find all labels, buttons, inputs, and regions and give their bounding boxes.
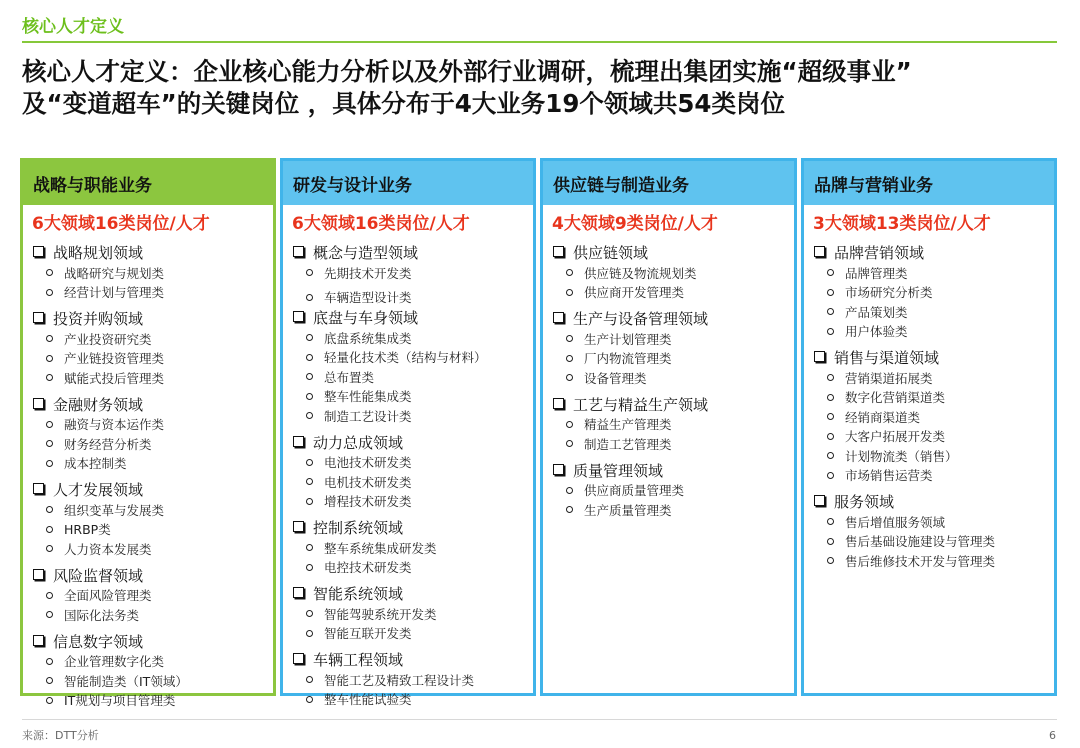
role-name: 战略研究与规划类 (64, 265, 165, 281)
checkbox-bullet-icon (293, 653, 304, 664)
domain-name: 品牌营销领域 (834, 244, 925, 262)
circle-bullet-icon (46, 658, 53, 665)
role-name: 赋能式投后管理类 (64, 370, 165, 386)
role-item (814, 446, 1054, 466)
role-item (293, 406, 533, 426)
role-name: IT规划与项目管理类 (64, 693, 176, 709)
domain-group (33, 394, 273, 474)
role-name: 供应商开发管理类 (584, 285, 685, 301)
circle-bullet-icon (827, 538, 834, 545)
role-item (553, 434, 794, 454)
role-item (814, 322, 1054, 342)
headline-line-1: 核心人才定义：企业核心能力分析以及外部行业调研，梳理出集团实施“超级事业” (22, 57, 912, 86)
checkbox-bullet-icon (33, 635, 44, 646)
circle-bullet-icon (566, 506, 573, 513)
role-item (33, 454, 273, 474)
role-name: 电机技术研发类 (324, 474, 412, 490)
checkbox-bullet-icon (293, 587, 304, 598)
role-name: 人力资本发展类 (64, 541, 152, 557)
domain-name: 工艺与精益生产领域 (573, 395, 709, 414)
role-name: 设备管理类 (584, 370, 647, 386)
business-column (801, 158, 1057, 696)
circle-bullet-icon (46, 289, 53, 296)
circle-bullet-icon (306, 478, 313, 485)
role-item (814, 407, 1054, 427)
domain-heading (33, 565, 273, 586)
circle-bullet-icon (46, 335, 53, 342)
business-column (20, 158, 276, 709)
circle-bullet-icon (827, 452, 834, 459)
circle-bullet-icon (46, 440, 53, 447)
role-item (814, 551, 1054, 571)
circle-bullet-icon (827, 269, 834, 276)
column-title: 战略与职能业务 (23, 161, 273, 205)
role-item (293, 288, 533, 308)
circle-bullet-icon (566, 269, 573, 276)
role-item (33, 520, 273, 540)
domain-name: 投资并购领域 (53, 310, 144, 328)
role-item (814, 466, 1054, 486)
circle-bullet-icon (566, 440, 573, 447)
circle-bullet-icon (827, 394, 834, 401)
role-name: 成本控制类 (64, 456, 127, 472)
circle-bullet-icon (566, 487, 573, 494)
role-name: 总布置类 (324, 369, 375, 385)
domain-name: 供应链领域 (573, 244, 649, 262)
circle-bullet-icon (306, 696, 313, 703)
role-item (553, 263, 794, 283)
role-item (814, 532, 1054, 552)
role-name: 市场研究分析类 (845, 285, 933, 301)
circle-bullet-icon (46, 374, 53, 381)
domain-name: 生产与设备管理领域 (573, 310, 709, 328)
page-number: 6 (1049, 729, 1056, 742)
circle-bullet-icon (827, 308, 834, 315)
role-name: 整车性能试验类 (324, 692, 412, 708)
domain-group (293, 649, 533, 709)
column-title: 品牌与营销业务 (804, 161, 1054, 205)
domain-group (33, 631, 273, 711)
circle-bullet-icon (827, 328, 834, 335)
role-item (814, 427, 1054, 447)
role-name: 大客户拓展开发类 (845, 429, 946, 445)
domain-heading (33, 631, 273, 652)
circle-bullet-icon (306, 610, 313, 617)
role-name: 先期技术开发类 (324, 265, 412, 281)
checkbox-bullet-icon (553, 246, 564, 257)
role-name: 智能工艺及精致工程设计类 (324, 672, 475, 688)
role-name: 智能制造类（IT领域） (64, 673, 188, 689)
headline (22, 56, 1062, 120)
role-item (293, 472, 533, 492)
circle-bullet-icon (827, 472, 834, 479)
circle-bullet-icon (306, 334, 313, 341)
domain-name: 战略规划领域 (53, 244, 144, 262)
circle-bullet-icon (306, 544, 313, 551)
column-title: 研发与设计业务 (283, 161, 533, 205)
column-body (543, 242, 794, 520)
role-name: 融资与资本运作类 (64, 417, 165, 433)
domain-heading (553, 308, 794, 329)
role-name: 售后维修技术开发与管理类 (845, 553, 996, 569)
domain-heading (814, 242, 1054, 263)
role-name: 制造工艺管理类 (584, 436, 672, 452)
role-item (293, 492, 533, 512)
column-summary: 6大领域16类岗位/人才 (32, 214, 210, 234)
role-item (814, 263, 1054, 283)
column-summary: 4大领域9类岗位/人才 (552, 214, 718, 234)
checkbox-bullet-icon (33, 569, 44, 580)
role-item (293, 558, 533, 578)
circle-bullet-icon (46, 697, 53, 704)
domain-heading (293, 583, 533, 604)
domain-name: 风险监督领域 (53, 566, 144, 585)
role-name: 智能驾驶系统开发类 (324, 606, 437, 622)
domain-heading (553, 242, 794, 263)
circle-bullet-icon (306, 630, 313, 637)
circle-bullet-icon (827, 289, 834, 296)
checkbox-bullet-icon (814, 246, 825, 257)
role-name: 制造工艺设计类 (324, 408, 412, 424)
circle-bullet-icon (827, 433, 834, 440)
role-name: 轻量化技术类（结构与材料） (324, 350, 487, 366)
column-title: 供应链与制造业务 (543, 161, 794, 205)
domain-heading (33, 308, 273, 329)
domain-name: 金融财务领域 (53, 395, 144, 414)
domain-name: 车辆工程领域 (313, 651, 404, 669)
column-summary: 6大领域16类岗位/人才 (292, 214, 470, 234)
column-body (23, 242, 273, 710)
role-name: 供应链及物流规划类 (584, 265, 697, 281)
role-item (293, 690, 533, 710)
checkbox-bullet-icon (33, 246, 44, 257)
circle-bullet-icon (827, 518, 834, 525)
role-name: 经销商渠道类 (845, 409, 921, 425)
domain-group (293, 583, 533, 643)
role-name: 品牌管理类 (845, 265, 908, 281)
role-item (33, 500, 273, 520)
role-name: 数字化营销渠道类 (845, 390, 946, 406)
role-name: 厂内物流管理类 (584, 351, 672, 367)
checkbox-bullet-icon (33, 312, 44, 323)
domain-group (33, 308, 273, 388)
role-name: 供应商质量管理类 (584, 483, 685, 499)
domain-heading (293, 242, 533, 263)
domain-name: 销售与渠道领域 (834, 349, 940, 367)
circle-bullet-icon (306, 564, 313, 571)
domain-name: 智能系统领域 (313, 585, 404, 603)
role-name: 企业管理数字化类 (64, 654, 165, 670)
domain-group (293, 517, 533, 577)
role-item (814, 302, 1054, 322)
role-item (293, 263, 533, 283)
column-body (804, 242, 1054, 571)
role-item (814, 368, 1054, 388)
role-item (33, 349, 273, 369)
top-divider (22, 41, 1057, 43)
role-item (33, 652, 273, 672)
role-name: 市场销售运营类 (845, 468, 933, 484)
role-item (33, 263, 273, 283)
role-name: 营销渠道拓展类 (845, 370, 933, 386)
role-item (293, 348, 533, 368)
source-note: 来源：DTT分析 (22, 729, 99, 742)
role-name: 整车性能集成类 (324, 389, 412, 405)
checkbox-bullet-icon (33, 398, 44, 409)
role-name: 电控技术研发类 (324, 560, 412, 576)
role-item (553, 349, 794, 369)
checkbox-bullet-icon (553, 464, 564, 475)
business-column (280, 158, 536, 708)
domain-heading (293, 432, 533, 453)
role-name: 财务经营分析类 (64, 436, 152, 452)
circle-bullet-icon (46, 421, 53, 428)
role-item (553, 481, 794, 501)
role-name: 生产质量管理类 (584, 502, 672, 518)
role-item (553, 415, 794, 435)
domain-group (553, 308, 794, 388)
role-name: 组织变革与发展类 (64, 502, 165, 518)
circle-bullet-icon (827, 413, 834, 420)
role-name: 精益生产管理类 (584, 417, 672, 433)
domain-group (553, 460, 794, 520)
domain-heading (553, 394, 794, 415)
domain-name: 服务领域 (834, 493, 895, 511)
role-name: 计划物流类（销售） (845, 448, 958, 464)
checkbox-bullet-icon (293, 311, 304, 322)
circle-bullet-icon (46, 592, 53, 599)
circle-bullet-icon (46, 611, 53, 618)
domain-name: 控制系统领域 (313, 519, 404, 537)
role-name: 车辆造型设计类 (324, 290, 412, 306)
domain-name: 底盘与车身领域 (313, 309, 419, 327)
domain-group (814, 347, 1054, 485)
circle-bullet-icon (46, 677, 53, 684)
domain-group (33, 565, 273, 625)
role-name: 经营计划与管理类 (64, 285, 165, 301)
role-item (33, 691, 273, 711)
domain-heading (293, 649, 533, 670)
checkbox-bullet-icon (814, 495, 825, 506)
role-name: 生产计划管理类 (584, 331, 672, 347)
checkbox-bullet-icon (293, 521, 304, 532)
domain-name: 动力总成领域 (313, 433, 404, 452)
role-item (553, 329, 794, 349)
role-item (553, 283, 794, 303)
role-item (293, 367, 533, 387)
role-item (553, 500, 794, 520)
circle-bullet-icon (306, 459, 313, 466)
checkbox-bullet-icon (553, 398, 564, 409)
role-item (814, 512, 1054, 532)
role-name: 全面风险管理类 (64, 588, 152, 604)
circle-bullet-icon (566, 355, 573, 362)
role-name: 智能互联开发类 (324, 626, 412, 642)
role-name: 底盘系统集成类 (324, 330, 412, 346)
domain-name: 人才发展领域 (53, 481, 144, 499)
circle-bullet-icon (306, 294, 313, 301)
role-name: 整车系统集成研发类 (324, 540, 437, 556)
circle-bullet-icon (566, 335, 573, 342)
circle-bullet-icon (306, 498, 313, 505)
domain-heading (33, 479, 273, 500)
circle-bullet-icon (827, 374, 834, 381)
role-item (293, 604, 533, 624)
circle-bullet-icon (566, 289, 573, 296)
role-item (814, 388, 1054, 408)
role-item (33, 415, 273, 435)
role-item (293, 624, 533, 644)
role-name: 产品策划类 (845, 304, 908, 320)
circle-bullet-icon (46, 545, 53, 552)
domain-name: 质量管理领域 (573, 461, 664, 480)
bottom-divider (22, 719, 1057, 720)
circle-bullet-icon (46, 269, 53, 276)
circle-bullet-icon (46, 355, 53, 362)
role-item (293, 538, 533, 558)
domain-group (814, 242, 1054, 341)
role-name: 电池技术研发类 (324, 455, 412, 471)
role-name: 国际化法务类 (64, 607, 140, 623)
domain-heading (553, 460, 794, 481)
circle-bullet-icon (306, 373, 313, 380)
domain-group (293, 432, 533, 512)
role-item (33, 434, 273, 454)
role-item (33, 586, 273, 606)
domain-heading (33, 242, 273, 263)
domain-heading (814, 347, 1054, 368)
role-name: 售后基础设施建设与管理类 (845, 534, 996, 550)
domain-group (293, 307, 533, 426)
column-summary: 3大领域13类岗位/人才 (813, 214, 991, 234)
role-item (33, 283, 273, 303)
circle-bullet-icon (306, 269, 313, 276)
circle-bullet-icon (306, 676, 313, 683)
role-item (33, 368, 273, 388)
domain-group (553, 242, 794, 302)
circle-bullet-icon (827, 557, 834, 564)
domain-heading (814, 491, 1054, 512)
role-name: 售后增值服务领域 (845, 514, 946, 530)
domain-heading (33, 394, 273, 415)
role-item (33, 539, 273, 559)
domain-heading (293, 307, 533, 328)
domain-group (814, 491, 1054, 571)
checkbox-bullet-icon (33, 483, 44, 494)
role-name: 产业链投资管理类 (64, 351, 165, 367)
checkbox-bullet-icon (293, 436, 304, 447)
role-item (293, 670, 533, 690)
headline-line-2: 及“变道超车”的关键岗位 ，具体分布于4大业务19个领域共54类岗位 (22, 89, 785, 118)
circle-bullet-icon (306, 412, 313, 419)
role-item (293, 387, 533, 407)
role-name: 产业投资研究类 (64, 331, 152, 347)
checkbox-bullet-icon (553, 312, 564, 323)
role-name: 增程技术研发类 (324, 494, 412, 510)
role-item (33, 605, 273, 625)
domain-group (33, 479, 273, 559)
role-item (553, 368, 794, 388)
checkbox-bullet-icon (814, 351, 825, 362)
column-body (283, 242, 533, 709)
business-column (540, 158, 797, 696)
domain-group (33, 242, 273, 302)
role-name: 用户体验类 (845, 324, 908, 340)
role-name: HRBP类 (64, 522, 111, 538)
role-item (814, 283, 1054, 303)
circle-bullet-icon (46, 526, 53, 533)
domain-name: 信息数字领域 (53, 632, 144, 651)
domain-group (553, 394, 794, 454)
domain-heading (293, 517, 533, 538)
circle-bullet-icon (306, 393, 313, 400)
circle-bullet-icon (46, 460, 53, 467)
role-item (293, 328, 533, 348)
section-title: 核心人才定义 (22, 17, 124, 37)
circle-bullet-icon (46, 506, 53, 513)
role-item (33, 671, 273, 691)
domain-group (293, 242, 533, 307)
domain-name: 概念与造型领域 (313, 244, 419, 262)
circle-bullet-icon (566, 421, 573, 428)
circle-bullet-icon (306, 354, 313, 361)
role-item (33, 329, 273, 349)
checkbox-bullet-icon (293, 246, 304, 257)
circle-bullet-icon (566, 374, 573, 381)
role-item (293, 453, 533, 473)
